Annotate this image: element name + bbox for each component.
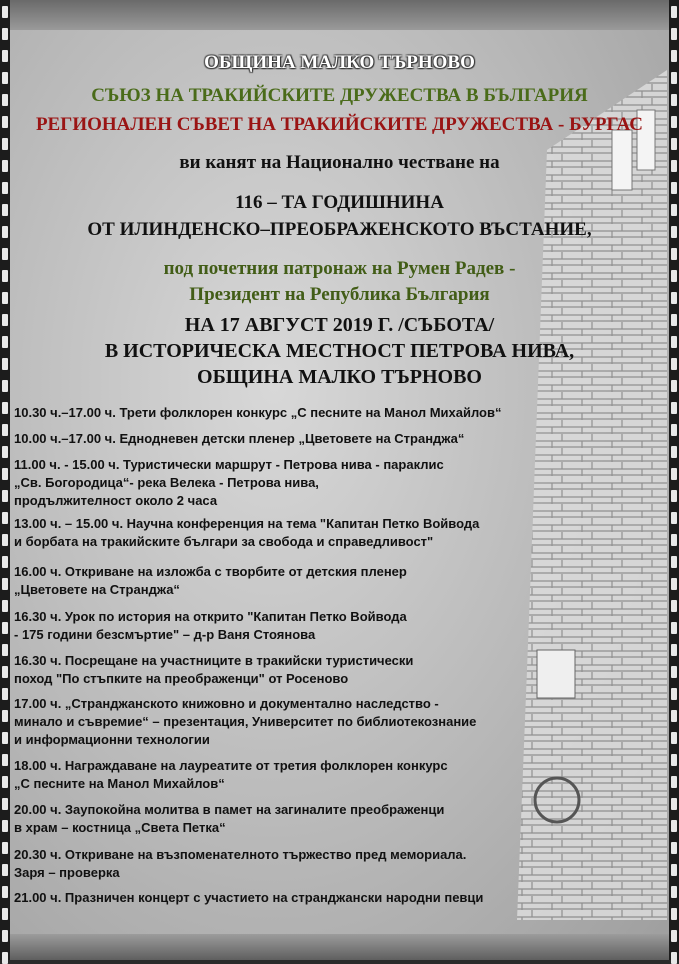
municipality-title: ОБЩИНА МАЛКО ТЪРНОВО [204,52,475,73]
schedule-item [14,563,574,599]
schedule-item-line: 11.00 ч. - 15.00 ч. Туристически маршрут - Петрова нива - параклис [14,457,444,472]
schedule-item [14,889,574,907]
schedule-item [14,608,574,644]
union-title: СЪЮЗ НА ТРАКИЙСКИТЕ ДРУЖЕСТВА В БЪЛГАРИЯ [91,85,588,106]
schedule-item-line: „С песните на Манол Михайлов“ [14,776,225,791]
schedule-item [14,695,574,749]
schedule-item-line: 21.00 ч. Празничен концерт с участието на странджански народни певци [14,890,484,905]
schedule-item-line: - 175 години безсмъртие" – д-р Ваня Стоянова [14,627,316,642]
schedule-item-line: 10.00 ч.–17.00 ч. Еднодневен детски пленер „Цветовете на Странджа“ [14,431,465,446]
invitation-text: ви канят на Национално честване на [179,152,500,173]
event-place-line-2: ОБЩИНА МАЛКО ТЪРНОВО [197,366,482,388]
schedule-item [14,846,574,882]
schedule-item-line: и информационни технологии [14,732,210,747]
schedule-item [14,801,574,837]
schedule-item-line: 20.30 ч. Откриване на възпоменателното тържество пред мемориала. [14,847,467,862]
schedule-item-line: 10.30 ч.–17.00 ч. Трети фолклорен конкурс „С песните на Манол Михайлов“ [14,405,502,420]
event-date: НА 17 АВГУСТ 2019 Г. /СЪБОТА/ [184,314,495,336]
schedule-item-line: 16.00 ч. Откриване на изложба с творбите от детския пленер [14,564,407,579]
schedule-item [14,430,574,448]
schedule-item-line: 13.00 ч. – 15.00 ч. Научна конференция на тема "Капитан Петко Войвода [14,516,480,531]
schedule-item-line: 16.30 ч. Урок по история на открито "Капитан Петко Войвода [14,609,407,624]
anniversary-line-2: ОТ ИЛИНДЕНСКО–ПРЕОБРАЖЕНСКОТО ВЪСТАНИЕ, [87,219,592,240]
schedule-item [14,404,574,422]
schedule-item-line: Заря – проверка [14,865,120,880]
schedule-item-line: 18.00 ч. Награждаване на лауреатите от третия фолклорен конкурс [14,758,448,773]
schedule-item [14,652,574,688]
patronage-line-2: Президент на Република България [189,284,490,305]
schedule-item-line: 16.30 ч. Посрещане на участниците в тракийски туристически [14,653,414,668]
schedule-item-line: продължителност около 2 часа [14,493,218,508]
schedule-item-line: минало и съвремие“ – презентация, Университет по библиотекознание [14,714,477,729]
schedule-item [14,456,574,510]
schedule-item-line: 17.00 ч. „Странджанското книжовно и документално наследство - [14,696,439,711]
schedule-item-line: в храм – костница „Света Петка“ [14,820,226,835]
schedule-item [14,515,574,551]
regional-council-title: РЕГИОНАЛЕН СЪВЕТ НА ТРАКИЙСКИТЕ ДРУЖЕСТВА - БУРГАС [35,114,644,135]
schedule-item [14,757,574,793]
patronage-line-1: под почетния патронаж на Румен Радев - [163,258,516,279]
anniversary-line-1: 116 – ТА ГОДИШНИНА [235,192,444,213]
schedule-item-line: „Цветовете на Странджа“ [14,582,180,597]
event-place-line-1: В ИСТОРИЧЕСКА МЕСТНОСТ ПЕТРОВА НИВА, [104,340,575,362]
schedule-item-line: и борбата на тракийските българи за свобода и справедливост" [14,534,434,549]
schedule-item-line: „Св. Богородица“- река Велека - Петрова нива, [14,475,319,490]
schedule-item-line: поход "По стъпките на преображенци" от Росеново [14,671,349,686]
schedule-item-line: 20.00 ч. Заупокойна молитва в памет на загиналите преображенци [14,802,445,817]
